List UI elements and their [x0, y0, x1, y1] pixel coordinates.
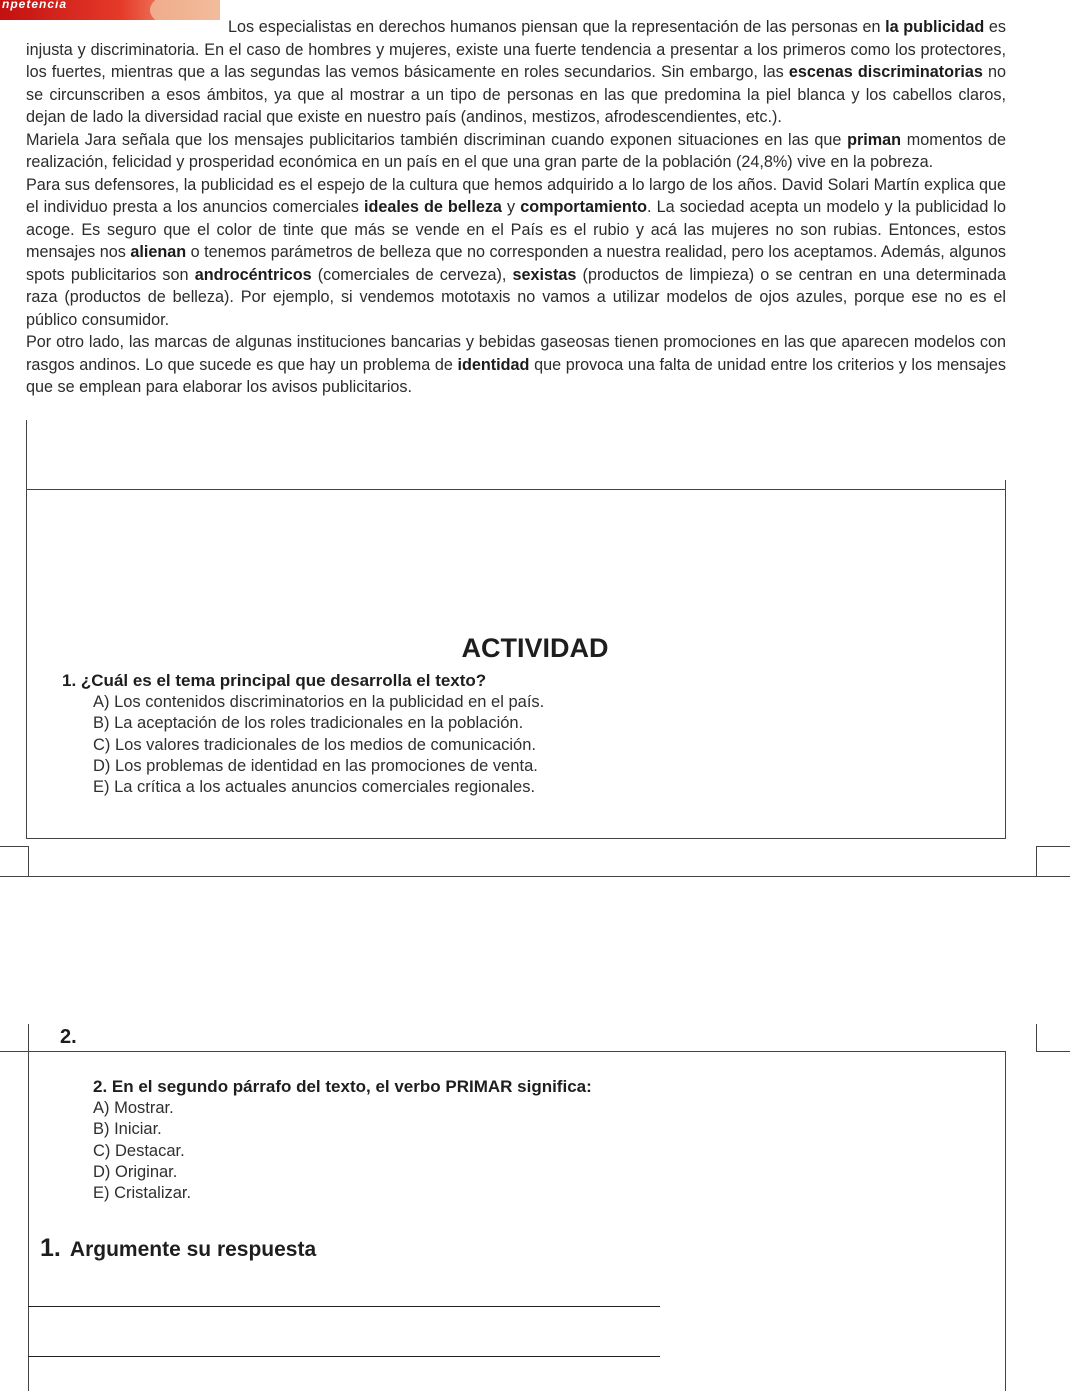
- paragraph-4: [26, 331, 1006, 399]
- paragraph-3: [26, 174, 1006, 332]
- page2-corner-left-line: [0, 1051, 28, 1052]
- question-1-options: [93, 692, 544, 798]
- argue-number: 1.: [40, 1234, 61, 1262]
- q2-option-e: E) Cristalizar.: [93, 1184, 192, 1203]
- text-run: (comerciales de cerveza),: [311, 265, 513, 284]
- text-run: momentos de realización, felicidad y prosperidad económica en un país en el que una gran parte de la población (24,8%) vive en la pobreza.: [26, 130, 1006, 171]
- text-run: (productos de limpieza) o se centran en una determinada raza (productos de belleza). Por ejemplo, si vendemos mototaxis no vamos a utilizar modelos de ojos azules, porque ese no es el público consumidor.: [26, 265, 1006, 329]
- q1-option-b: B) La aceptación de los roles tradicionales en la población.: [93, 714, 524, 733]
- page-corner-left-vertical: [28, 846, 29, 876]
- q1-option-e: E) La crítica a los actuales anuncios comerciales regionales.: [93, 778, 536, 797]
- bold-term: escenas discriminatorias: [788, 63, 983, 81]
- reading-text: [26, 16, 1006, 399]
- question-2: 2. En el segundo párrafo del texto, el verbo PRIMAR significa:: [93, 1077, 592, 1096]
- text-run: Los especialistas en derechos humanos piensan que la representación de las personas en: [228, 18, 886, 36]
- bold-term: comportamiento: [520, 198, 648, 216]
- text-run: Mariela Jara señala que los mensajes publicitarios también discriminan cuando exponen situaciones en las que: [26, 130, 848, 149]
- bold-term: la publicidad: [885, 18, 985, 36]
- bold-term: identidad: [457, 355, 530, 374]
- paragraph-1: [26, 16, 1006, 129]
- frame-left-line: [26, 420, 27, 838]
- banner-label: npetencia: [2, 0, 68, 11]
- activity-title: ACTIVIDAD: [461, 633, 609, 663]
- page2-right-line: [1005, 1051, 1006, 1391]
- q2-option-b: B) Iniciar.: [93, 1120, 162, 1139]
- paragraph-2: [26, 129, 1006, 174]
- q1-option-a: A) Los contenidos discriminatorios en la publicidad en el país.: [93, 693, 545, 711]
- bold-term: androcéntricos: [194, 265, 312, 284]
- page2-corner-left-vertical: [28, 1024, 29, 1391]
- q2-option-c: C) Destacar.: [93, 1141, 185, 1160]
- text-run: . La sociedad acepta un modelo y la publicidad lo acoge. Es seguro que el color de tinte que más se vende en el País es el rubio y acá las mujeres no son rubias. Entonces, estos mensajes nos: [26, 198, 1007, 261]
- bold-term: sexistas: [512, 265, 577, 284]
- bold-term: priman: [847, 130, 902, 149]
- text-run: Por otro lado, las marcas de algunas instituciones bancarias y bebidas gaseosas tienen promociones en las que aparecen modelos con rasgos andinos. Lo que sucede es que hay un problema de: [26, 333, 1006, 374]
- argue-label: Argumente su respuesta: [69, 1238, 317, 1261]
- frame-bottom-line: [26, 838, 1006, 839]
- question-2-number: 2.: [60, 1026, 77, 1048]
- page-corner-left-top: [0, 846, 28, 847]
- q1-option-c: C) Los valores tradicionales de los medios de comunicación.: [93, 735, 536, 754]
- q1-option-d: D) Los problemas de identidad en las promociones de venta.: [93, 756, 538, 775]
- q2-option-d: D) Originar.: [93, 1162, 178, 1181]
- text-run: no se circunscriben a esos ámbitos, ya que al mostrar a un tipo de personas en las que predomina la piel blanca y los cabellos claros, dejan de lado la diversidad racial que existe en nuestro país (andinos, mestizos, afrodescendientes, etc.).: [26, 63, 1006, 126]
- question-1: 1. ¿Cuál es el tema principal que desarrolla el texto?: [62, 671, 487, 690]
- text-run: y: [501, 198, 521, 216]
- q2-option-a: A) Mostrar.: [93, 1099, 174, 1117]
- text-run: o tenemos parámetros de belleza que no corresponden a nuestra realidad, pero los aceptamos. Además, algunos spots publicitarios son: [26, 243, 1007, 284]
- argue-heading: [40, 1234, 316, 1263]
- bold-term: alienan: [130, 243, 187, 261]
- text-run: Para sus defensores, la publicidad es el espejo de la cultura que hemos adquirido a lo largo de los años. David Solari Martín explica que el individuo presta a los anuncios comerciales: [26, 175, 1006, 216]
- page2-corner-right-vertical: [1036, 1024, 1037, 1051]
- frame-top-line: [26, 489, 1006, 490]
- bold-term: ideales de belleza: [363, 198, 502, 216]
- page2-top-line: [28, 1051, 1006, 1052]
- page2-corner-right-line: [1036, 1051, 1070, 1052]
- page-corner-right-top: [1036, 846, 1070, 847]
- answer-line-1[interactable]: [28, 1306, 660, 1307]
- text-run: que provoca una falta de unidad entre los criterios y los mensajes que se emplean para elaborar los avisos publicitarios.: [26, 355, 1007, 396]
- page-separator-line: [0, 876, 1070, 877]
- answer-line-2[interactable]: [28, 1356, 660, 1357]
- question-2-options: [93, 1098, 191, 1204]
- text-run: es injusta y discriminatoria. En el caso de hombres y mujeres, existe una fuerte tendencia a presentar a los primeros como los protectores, los fuertes, mientras que a las segundas las vemos básicamente en roles secundarios. Sin embargo, las: [26, 18, 1006, 81]
- page-corner-right-vertical: [1036, 846, 1037, 876]
